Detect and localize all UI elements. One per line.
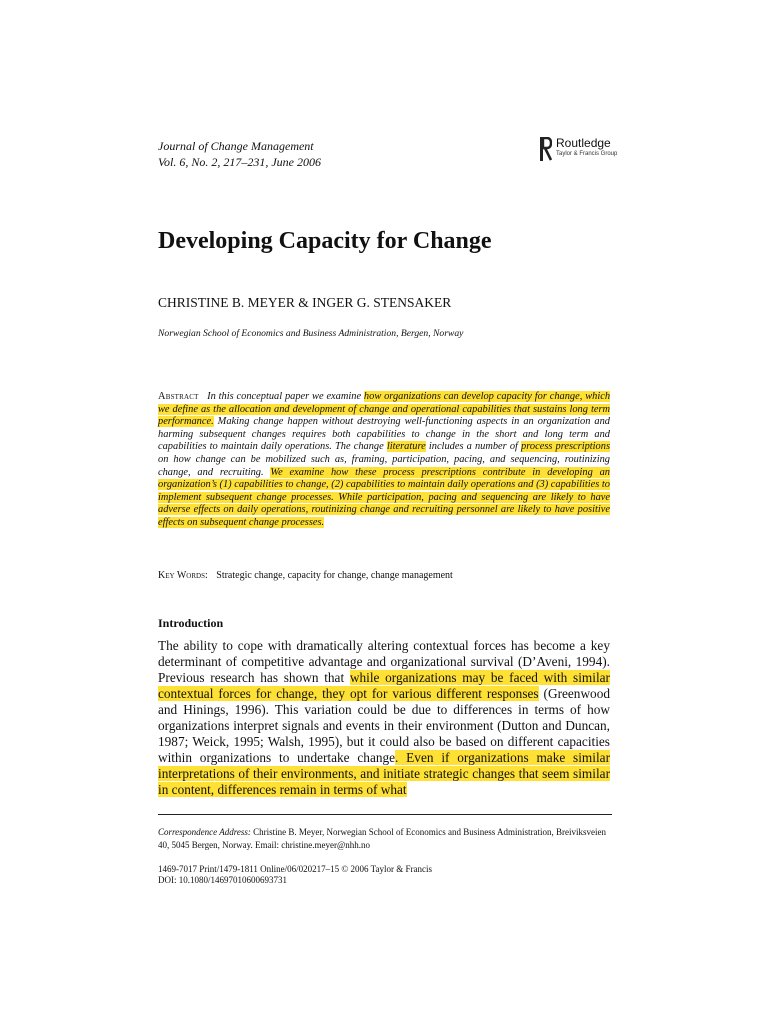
text-run: on how change can be mobilized such as, framing, participation, pacing, and sequencing, routinizing change, and recruiting. bbox=[158, 453, 610, 478]
highlighted-text: literature bbox=[386, 441, 426, 453]
abstract-label: Abstract bbox=[158, 391, 199, 402]
article-title: Developing Capacity for Change bbox=[158, 228, 492, 254]
highlighted-text: how organizations can develop bbox=[363, 391, 497, 402]
doi-line: DOI: 10.1080/14697010600693731 bbox=[158, 875, 287, 885]
text-run: (Greenwood and Hinings, 1996). This variation could be due to differences in terms of how organizations interpret signals and events in their environment (Dutton and Duncan, 1987; Weick, 1995; Walsh, 1995), but it could also be based on different capacities within organizations to undertake change bbox=[158, 686, 610, 765]
text-run: includes a number of bbox=[425, 441, 522, 453]
keywords bbox=[158, 570, 453, 582]
abstract bbox=[158, 391, 610, 530]
intro-paragraph bbox=[158, 638, 610, 798]
abstract-text bbox=[158, 391, 610, 528]
journal-issue: Vol. 6, No. 2, 217–231, June 2006 bbox=[158, 155, 321, 169]
highlighted-text: . Even if organizations make similar interpretations of their environments, and initiate strategic changes that seem similar in content, differences remain in terms of what bbox=[158, 750, 610, 797]
routledge-logo-icon bbox=[540, 137, 552, 161]
publisher-name: Routledge bbox=[556, 136, 611, 150]
highlighted-text: which we define as the allocation and development of change and operational capabilities that sustains long term performance. bbox=[158, 391, 611, 428]
correspondence-text: Christine B. Meyer, Norwegian School of Economics and Business Administration, Breiviksveien 40, 5045 Bergen, Norway. Email: christine.meyer@nhh.no bbox=[158, 827, 606, 850]
author-affiliation: Norwegian School of Economics and Business Administration, Bergen, Norway bbox=[158, 328, 464, 339]
keywords-text: Strategic change, capacity for change, change management bbox=[216, 570, 453, 581]
publication-identifiers bbox=[158, 864, 432, 886]
article-authors: CHRISTINE B. MEYER & INGER G. STENSAKER bbox=[158, 295, 452, 310]
issn-line: 1469-7017 Print/1479-1811 Online/06/020217–15 © 2006 Taylor & Francis bbox=[158, 864, 432, 874]
correspondence-label: Correspondence Address: bbox=[158, 827, 251, 837]
publisher-group: Taylor & Francis Group bbox=[556, 151, 618, 157]
journal-name: Journal of Change Management bbox=[158, 139, 314, 153]
text-run: Making change happen without destroying well-functioning aspects in an organization and harming subsequent changes requires both capabilities to change in the short and long term and capabilities to maintain daily operations. The change bbox=[158, 416, 610, 453]
text-run: The ability to cope with dramatically altering contextual forces has become a key determinant of competitive advantage and organizational survival (D’Aveni, 1994). Previous research has shown that bbox=[158, 638, 610, 685]
footnote-divider bbox=[158, 814, 612, 815]
publisher-logo bbox=[540, 137, 617, 161]
highlighted-text: capacity for change, bbox=[496, 391, 583, 402]
journal-header bbox=[158, 138, 321, 170]
highlighted-text: while organizations may be faced with similar contextual forces for change, they opt for various different responses bbox=[158, 670, 610, 701]
highlighted-text: We examine how these process prescriptions contribute in developing an organization’s (1) capabilities to change, (2) capabilities to maintain daily operations and (3) capabilities to implement subsequent change processes. While participation, pacing and sequencing are likely to have adverse effects on daily operations, routinizing change and recruiting personnel are likely to have positive effects on subsequent change processes. bbox=[158, 466, 610, 528]
correspondence-address bbox=[158, 826, 612, 851]
keywords-label: Key Words: bbox=[158, 570, 208, 581]
text-run: In this conceptual paper we examine bbox=[207, 391, 364, 402]
section-heading: Introduction bbox=[158, 616, 224, 630]
highlighted-text: process prescriptions bbox=[521, 441, 610, 453]
